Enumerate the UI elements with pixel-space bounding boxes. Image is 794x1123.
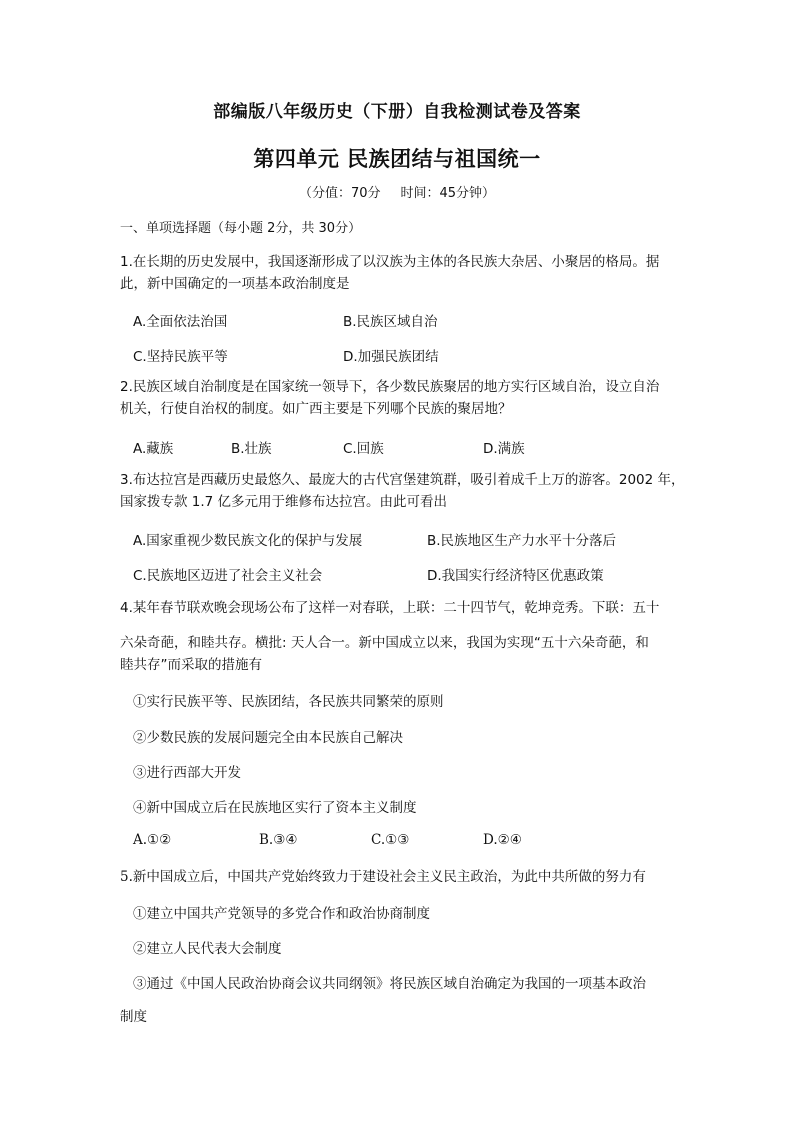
q1-option-b: B.民族区域自治 — [343, 314, 438, 330]
q4-option-a: A.①② — [133, 832, 172, 848]
section-heading: 一、单项选择题（每小题 2分，共 30分） — [120, 221, 362, 236]
document-title: 部编版八年级历史（下册）自我检测试卷及答案 — [213, 102, 581, 122]
q2-option-c: C.回族 — [343, 441, 384, 457]
q3-stem-line2: 国家拨专款 1.7 亿多元用于维修布达拉宫。由此可看出 — [120, 494, 448, 510]
unit-title: 第四单元 民族团结与祖国统一 — [253, 147, 541, 171]
q4-statement-1: ①实行民族平等、民族团结，各民族共同繁荣的原则 — [133, 694, 444, 710]
q1-option-d: D.加强民族团结 — [343, 349, 439, 365]
time-label: 时间：45分钟） — [400, 186, 496, 201]
exam-meta — [0, 182, 794, 201]
q4-option-c: C.①③ — [371, 832, 410, 848]
q4-statement-2: ②少数民族的发展问题完全由本民族自己解决 — [133, 730, 403, 746]
q2-stem-line1: 2.民族区域自治制度是在国家统一领导下，各少数民族聚居的地方实行区域自治，设立自治 — [120, 379, 660, 395]
q4-statement-4: ④新中国成立后在民族地区实行了资本主义制度 — [133, 800, 417, 816]
q3-option-a: A.国家重视少数民族文化的保护与发展 — [133, 533, 363, 549]
q3-option-b: B.民族地区生产力水平十分落后 — [427, 533, 617, 549]
q2-option-a: A.藏族 — [133, 441, 174, 457]
q3-stem-line1: 3.布达拉宫是西藏历史最悠久、最庞大的古代宫堡建筑群，吸引着成千上万的游客。2002 年， — [120, 472, 685, 488]
q5-stem-line1: 5.新中国成立后，中国共产党始终致力于建设社会主义民主政治，为此中共所做的努力有 — [120, 869, 646, 885]
q4-option-d: D.②④ — [483, 832, 522, 848]
q5-statement-2: ②建立人民代表大会制度 — [133, 941, 282, 957]
q1-stem-line2: 此，新中国确定的一项基本政治制度是 — [120, 276, 350, 292]
q1-stem-line1: 1.在长期的历史发展中，我国逐渐形成了以汉族为主体的各民族大杂居、小聚居的格局。据 — [120, 254, 660, 270]
q5-statement-3-cont: 制度 — [120, 1009, 147, 1025]
score-label: （分值：70分 — [298, 186, 381, 201]
q4-option-b: B.③④ — [259, 832, 298, 848]
q2-option-b: B.壮族 — [231, 441, 272, 457]
q2-option-d: D.满族 — [483, 441, 525, 457]
q5-statement-3: ③通过《中国人民政治协商会议共同纲领》将民族区域自治确定为我国的一项基本政治 — [133, 976, 646, 992]
q4-statement-3: ③进行西部大开发 — [133, 765, 241, 781]
q5-statement-1: ①建立中国共产党领导的多党合作和政治协商制度 — [133, 906, 430, 922]
q4-stem-line1: 4.某年春节联欢晚会现场公布了这样一对春联，上联：二十四节气，乾坤竞秀。下联：五十 — [120, 600, 660, 616]
q4-stem-line3: 睦共存”而采取的措施有 — [120, 657, 262, 673]
q1-option-c: C.坚持民族平等 — [133, 349, 228, 365]
q3-option-c: C.民族地区迈进了社会主义社会 — [133, 568, 323, 584]
q1-option-a: A.全面依法治国 — [133, 314, 228, 330]
q3-option-d: D.我国实行经济特区优惠政策 — [427, 568, 604, 584]
q4-stem-line2: 六朵奇葩，和睦共存。横批: 天人合一。新中国成立以来，我国为实现“五十六朵奇葩，和 — [120, 635, 649, 651]
q2-stem-line2: 机关，行使自治权的制度。如广西主要是下列哪个民族的聚居地？ — [120, 401, 512, 417]
